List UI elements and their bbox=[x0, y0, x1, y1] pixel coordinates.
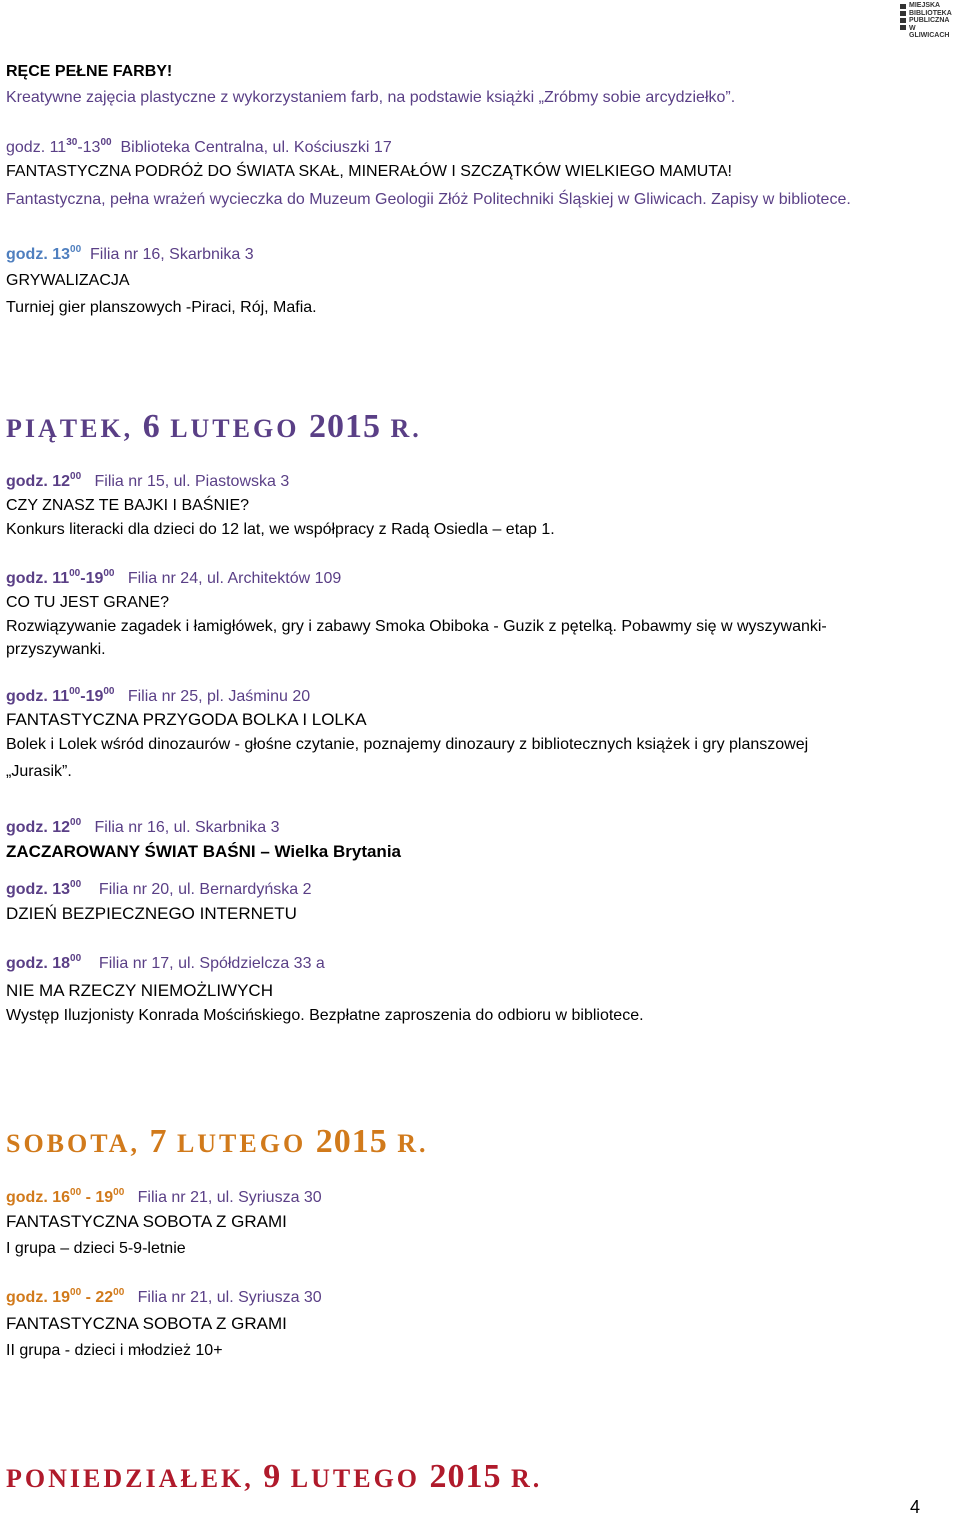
logo-mark-icon bbox=[900, 4, 906, 30]
event-place: Filia nr 21, ul. bbox=[137, 1289, 239, 1306]
time-minutes: 00 bbox=[70, 879, 82, 890]
day-name: PONIEDZIAŁEK, bbox=[6, 1464, 264, 1493]
time-minutes: 00 bbox=[70, 1187, 82, 1198]
time-minutes: 00 bbox=[113, 1287, 125, 1298]
event-time: - 22 bbox=[81, 1289, 114, 1306]
event-time: godz. 11 bbox=[6, 139, 67, 156]
event-time-place bbox=[6, 954, 325, 974]
event-place: Skarbnika 3 bbox=[194, 819, 280, 836]
event-time-place bbox=[6, 472, 289, 492]
event-time: - 19 bbox=[81, 1189, 114, 1206]
time-minutes: 00 bbox=[100, 137, 112, 148]
time-minutes: 00 bbox=[103, 568, 115, 579]
event-time: -19 bbox=[80, 688, 104, 705]
logo-text bbox=[909, 2, 956, 40]
event-description: Fantastyczna, pełna wrażeń wycieczka do Muzeum Geologii Złóż Politechniki Śląskiej w Gliwicach. Zapisy w bibliotece. bbox=[6, 191, 851, 208]
logo-line: BIBLIOTEKA bbox=[909, 9, 952, 17]
event-title: CO TU JEST GRANE? bbox=[6, 594, 169, 611]
time-minutes: 30 bbox=[66, 137, 78, 148]
event-time: godz. 19 bbox=[6, 1289, 71, 1306]
time-minutes: 00 bbox=[103, 686, 115, 697]
logo-line: MIEJSKA bbox=[909, 2, 941, 9]
event-time-place bbox=[6, 1288, 322, 1308]
day-number: 9 bbox=[263, 1458, 282, 1495]
event-description: I grupa – dzieci 5-9-letnie bbox=[6, 1240, 186, 1257]
day-number: 6 bbox=[142, 408, 161, 445]
year: 2015 bbox=[429, 1458, 502, 1495]
event-time-place bbox=[6, 818, 279, 838]
event-description: Kreatywne zajęcia plastyczne z wykorzystaniem farb, na podstawie książki „Zróbmy sobie arcydziełko”. bbox=[6, 89, 736, 106]
event-place: Jaśminu 20 bbox=[228, 688, 311, 705]
event-description: II grupa - dzieci i młodzież 10+ bbox=[6, 1342, 223, 1359]
day-name: SOBOTA, bbox=[6, 1129, 150, 1158]
event-time: godz. 16 bbox=[6, 1189, 71, 1206]
event-description: przyszywanki. bbox=[6, 641, 106, 658]
time-minutes: 00 bbox=[70, 244, 82, 255]
year: 2015 bbox=[315, 1123, 388, 1160]
event-time-place bbox=[6, 1188, 322, 1208]
event-description: Rozwiązywanie zagadek i łamigłówek, gry i zabawy Smoka Obiboka - Guzik z pętelką. Pobawmy się w wyszywanki- bbox=[6, 618, 827, 635]
event-title: ZACZAROWANY ŚWIAT BAŚNI – Wielka Brytania bbox=[6, 842, 401, 861]
event-title: FANTASTYCZNA SOBOTA Z GRAMI bbox=[6, 1212, 287, 1231]
event-place: Filia nr 16, ul. bbox=[94, 819, 195, 836]
event-title: FANTASTYCZNA PODRÓŻ DO ŚWIATA SKAŁ, MINERAŁÓW I SZCZĄTKÓW WIELKIEGO MAMUTA! bbox=[6, 163, 732, 180]
event-place: Spółdzielcza 33 a bbox=[199, 955, 325, 972]
time-minutes: 00 bbox=[70, 1287, 82, 1298]
event-place: Filia nr 21, ul. bbox=[137, 1189, 239, 1206]
logo-line: PUBLICZNA bbox=[909, 17, 950, 24]
event-time-place bbox=[6, 245, 254, 265]
time-minutes: 00 bbox=[69, 568, 81, 579]
event-description: Bolek i Lolek wśród dinozaurów - głośne czytanie, poznajemy dinozaury z bibliotecznych książek i gry planszowej bbox=[6, 736, 809, 753]
event-place: Filia nr 15, ul. bbox=[94, 473, 195, 490]
event-description: Konkurs literacki dla dzieci do 12 lat, we współpracy z Radą Osiedla – etap 1. bbox=[6, 521, 555, 538]
event-time: godz. 18 bbox=[6, 955, 71, 972]
library-logo bbox=[900, 2, 956, 39]
event-time: godz. 12 bbox=[6, 819, 71, 836]
event-title: RĘCE PEŁNE FARBY! bbox=[6, 63, 173, 80]
logo-line: W GLIWICACH bbox=[909, 24, 950, 39]
event-time: godz. 11 bbox=[6, 688, 70, 705]
event-place: Piastowska 3 bbox=[194, 473, 290, 490]
event-place: Filia nr 25, pl. bbox=[127, 688, 229, 705]
time-minutes: 00 bbox=[70, 817, 82, 828]
year-suffix: R. bbox=[387, 1129, 429, 1158]
time-minutes: 00 bbox=[69, 686, 81, 697]
year-suffix: R. bbox=[380, 414, 422, 443]
event-time-place bbox=[6, 569, 341, 589]
event-place: Biblioteka Centralna, ul. Kościuszki 17 bbox=[120, 139, 392, 156]
day-heading-friday bbox=[6, 408, 422, 446]
time-minutes: 00 bbox=[70, 953, 82, 964]
event-place: Bernardyńska 2 bbox=[199, 881, 312, 898]
event-time-place bbox=[6, 880, 311, 900]
month-name: LUTEGO bbox=[281, 1464, 430, 1493]
event-title: FANTASTYCZNA PRZYGODA BOLKA I LOLKA bbox=[6, 710, 367, 729]
time-minutes: 00 bbox=[70, 471, 82, 482]
event-time: godz. 11 bbox=[6, 570, 70, 587]
event-title: GRYWALIZACJA bbox=[6, 272, 130, 289]
year: 2015 bbox=[308, 408, 381, 445]
event-time-place bbox=[6, 138, 392, 158]
time-minutes: 00 bbox=[113, 1187, 125, 1198]
event-place: Architektów 109 bbox=[227, 570, 342, 587]
event-time-place bbox=[6, 687, 310, 707]
month-name: LUTEGO bbox=[167, 1129, 316, 1158]
event-time: godz. 13 bbox=[6, 881, 71, 898]
event-description: Turniej gier planszowych -Piraci, Rój, Mafia. bbox=[6, 299, 317, 316]
day-heading-saturday bbox=[6, 1123, 428, 1161]
event-place: Filia nr 24, ul. bbox=[127, 570, 228, 587]
year-suffix: R. bbox=[501, 1464, 543, 1493]
event-place: Filia nr 17, ul. bbox=[98, 955, 200, 972]
event-place: Syriusza 30 bbox=[238, 1189, 322, 1206]
event-time: -19 bbox=[80, 570, 104, 587]
event-description: Występ Iluzjonisty Konrada Mościńskiego. Bezpłatne zaproszenia do odbioru w bibliotece. bbox=[6, 1007, 644, 1024]
event-place: Filia nr 16, Skarbnika 3 bbox=[90, 246, 254, 263]
day-number: 7 bbox=[149, 1123, 168, 1160]
event-place: Syriusza 30 bbox=[238, 1289, 322, 1306]
page-number: 4 bbox=[909, 1497, 920, 1517]
event-time: -13 bbox=[77, 139, 101, 156]
event-place: Filia nr 20, ul. bbox=[98, 881, 200, 898]
day-name: PIĄTEK, bbox=[6, 414, 143, 443]
event-title: DZIEŃ BEZPIECZNEGO INTERNETU bbox=[6, 904, 297, 923]
event-description: „Jurasik”. bbox=[6, 763, 72, 780]
month-name: LUTEGO bbox=[160, 414, 309, 443]
event-title: NIE MA RZECZY NIEMOŻLIWYCH bbox=[6, 981, 273, 1000]
event-title: FANTASTYCZNA SOBOTA Z GRAMI bbox=[6, 1314, 287, 1333]
event-time: godz. 13 bbox=[6, 246, 71, 263]
day-heading-monday bbox=[6, 1458, 542, 1496]
event-time: godz. 12 bbox=[6, 473, 71, 490]
event-title: CZY ZNASZ TE BAJKI I BAŚNIE? bbox=[6, 497, 250, 514]
